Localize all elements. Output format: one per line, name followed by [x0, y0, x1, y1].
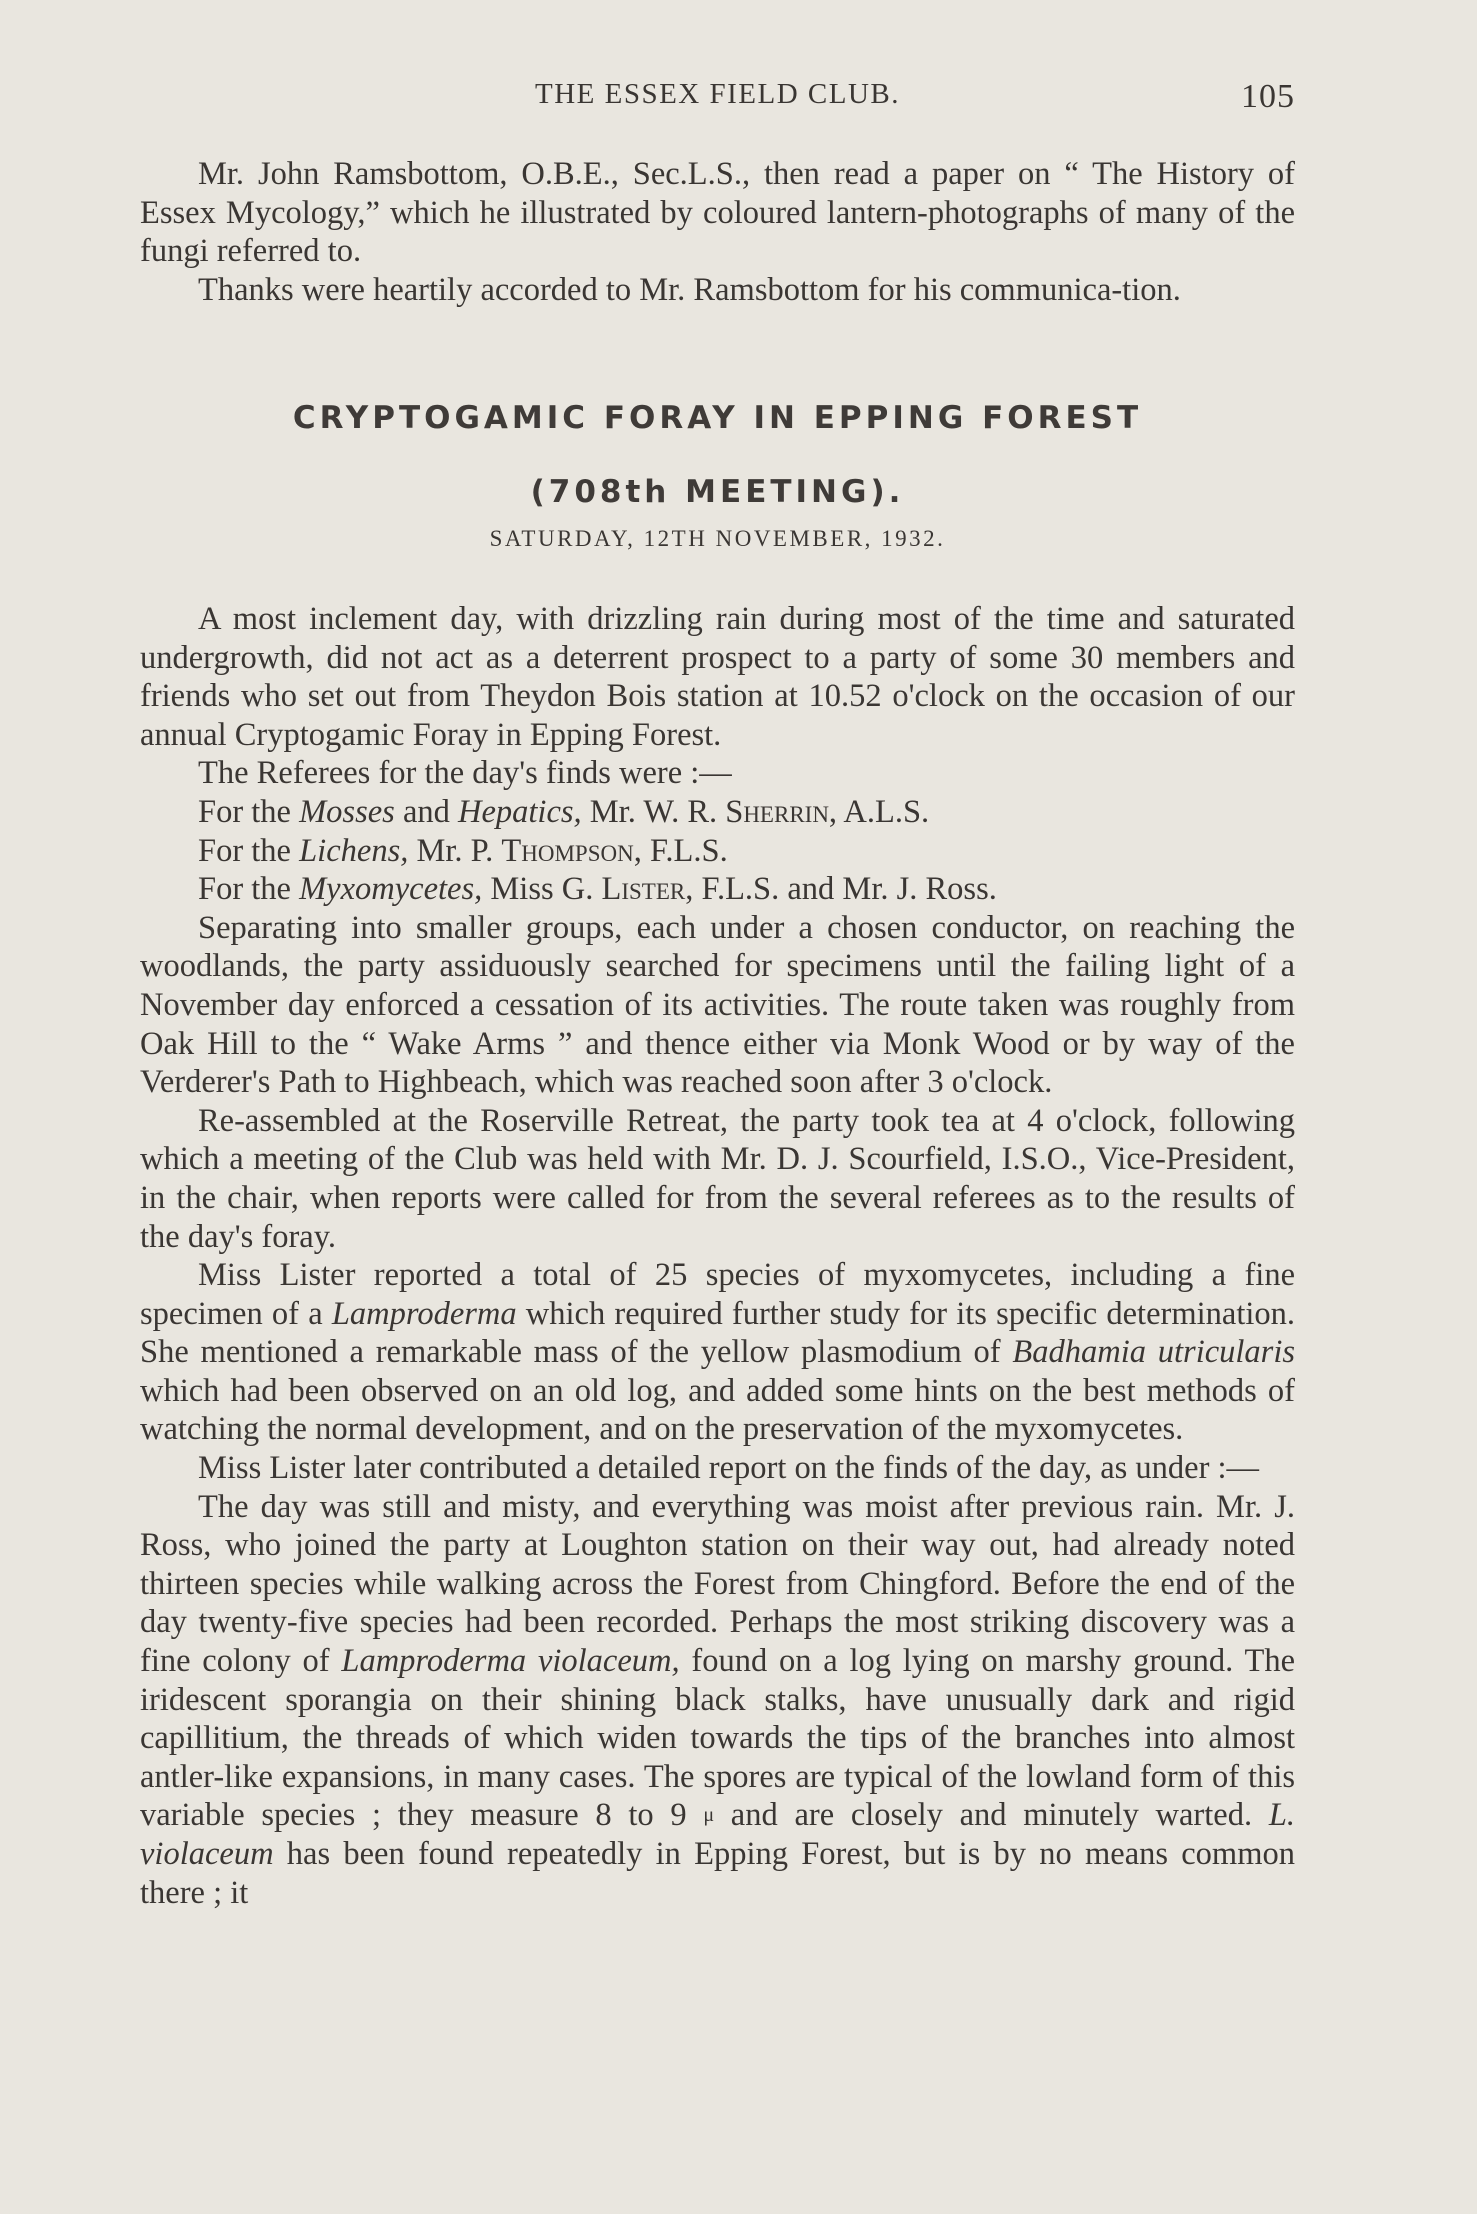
referee-myxomycetes-line: [140, 870, 1295, 909]
micron-symbol: μ: [703, 1804, 715, 1827]
referee-mosses-line: [140, 793, 1295, 832]
referee-label: For the: [198, 832, 300, 869]
referee-name: Sherrin,: [725, 793, 838, 830]
intro-text: [140, 155, 1295, 309]
referee-lichens-line: [140, 832, 1295, 871]
page-number: 105: [1241, 78, 1295, 115]
referee-name: Lister,: [601, 871, 694, 908]
species-name: Lamproderma: [331, 1295, 517, 1332]
species-name: Badhamia utricularis: [1012, 1334, 1295, 1371]
referee-label: For the: [198, 793, 300, 830]
referee-title: Mr. P.: [408, 832, 502, 869]
meeting-date: SATURDAY, 12TH NOVEMBER, 1932.: [489, 526, 946, 551]
referee-group-hepatics: Hepatics,: [458, 793, 582, 830]
paragraph-inclement-day: A most inclement day, with drizzling rain during most of the time and saturated undergrowth, did not act as a deterrent prospect to a party of some 30 members and friends who set out from Theydon Bois station at 10.52 o'clock on the occasion of our annual Cryptogamic Foray in Epping Forest.: [140, 601, 1295, 753]
referee-label: For the: [198, 871, 300, 908]
paragraph-detailed-report: Miss Lister later contributed a detailed report on the finds of the day, as under :—: [198, 1450, 1260, 1487]
page-header: [140, 78, 1295, 128]
referee-credentials: F.L.S.: [641, 832, 728, 869]
text-run: The day was still and misty, and everything was moist after previous rain. Mr. J. Ross, who joined the party at Loughton station on their way out, had already noted thirteen species while walking across the Forest from Chingford. Before the end of the day twenty-five species had been recorded. Perhaps the most striking discovery was a fine colony of: [140, 1488, 1295, 1680]
referee-title: Mr. W. R.: [581, 793, 726, 830]
text-run: found on a log lying on marshy ground. The iridescent sporangia on their shining black stalks, have unusually dark and rigid capillitium, the threads of which widen towards the tips of the branches into almost antler-like expansions, in many cases. The spores are typical of the lowland form of this variable species ; they measure 8 to 9: [140, 1643, 1295, 1834]
referee-credentials: A.L.S.: [837, 793, 930, 830]
section-heading-line-2: (708th MEETING).: [530, 474, 905, 510]
referee-name: Thompson,: [501, 832, 642, 869]
referee-title: Miss G.: [482, 871, 602, 908]
text-run: and are closely and minutely warted.: [714, 1797, 1269, 1834]
text-run: Miss Lister reported a total of 25 species of myxomycetes, including a fine specimen of a: [140, 1257, 1295, 1332]
running-title: THE ESSEX FIELD CLUB.: [535, 78, 900, 110]
species-name: L. violaceum: [140, 1797, 1296, 1872]
text-run: which required further study for its specific determination. She mentioned a remarkable mass of the yellow plasmodium of: [140, 1295, 1296, 1371]
referees-intro: The Referees for the day's finds were :—: [198, 755, 732, 792]
referee-conjunction: and: [394, 793, 458, 830]
text-run: has been found repeatedly in Epping Forest, but is by no means common there ; it: [140, 1836, 1295, 1911]
body-text: [140, 600, 1295, 1912]
paragraph-still-misty-day: [140, 1488, 1295, 1913]
intro-paragraph-1: Mr. John Ramsbottom, O.B.E., Sec.L.S., then read a paper on “ The History of Essex Mycology,” which he illustrated by coloured lantern-photographs of many of the fungi referred to.: [140, 156, 1295, 270]
referee-group-myxomycetes: Myxomycetes,: [299, 871, 483, 908]
paragraph-route: Separating into smaller groups, each under a chosen conductor, on reaching the woodlands, the party assiduously searched for specimens until the failing light of a November day enforced a cessation of its activities. The route taken was roughly from Oak Hill to the “ Wake Arms ” and thence either via Monk Wood or by way of the Verderer's Path to Highbeach, which was reached soon after 3 o'clock.: [140, 909, 1295, 1101]
referee-group-lichens: Lichens,: [299, 832, 409, 869]
section-heading-line-1: CRYPTOGAMIC FORAY IN EPPING FOREST: [292, 400, 1143, 436]
intro-paragraph-2: Thanks were heartily accorded to Mr. Ramsbottom for his communica-tion.: [198, 271, 1181, 308]
referee-group-mosses: Mosses: [299, 793, 395, 830]
referee-credentials: F.L.S. and Mr. J. Ross.: [693, 871, 997, 908]
paragraph-reassembled: Re-assembled at the Roserville Retreat, the party took tea at 4 o'clock, following which a meeting of the Club was held with Mr. D. J. Scourfield, I.S.O., Vice-President, in the chair, when reports were called for from the several referees as to the results of the day's foray.: [140, 1102, 1295, 1255]
text-run: which had been observed on an old log, and added some hints on the best methods of watching the normal development, and on the preservation of the myxomycetes.: [140, 1372, 1295, 1448]
paragraph-lister-report: [140, 1256, 1295, 1449]
species-name: Lamproderma violaceum,: [341, 1643, 680, 1680]
